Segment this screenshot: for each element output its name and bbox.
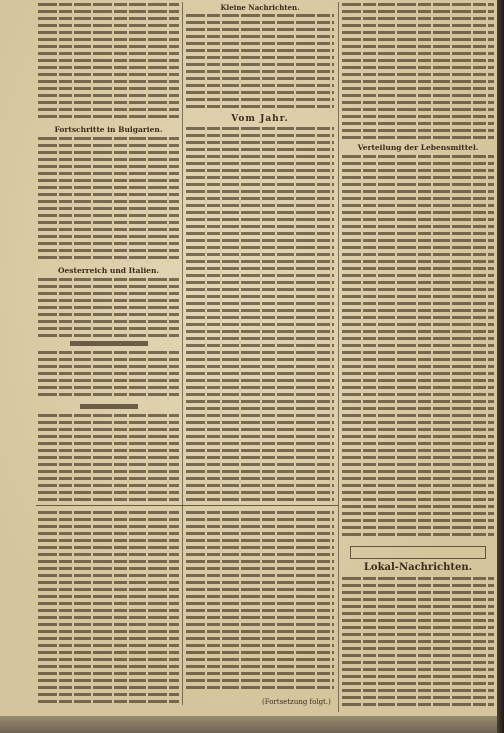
feuilleton-text-lines: [186, 511, 334, 693]
article-text-lines: [38, 137, 179, 263]
column-rule-right: [338, 2, 339, 712]
feuilleton-text-lines: [38, 511, 179, 707]
article-text-lines: [342, 3, 494, 140]
section-heading: Kleine Nachrichten.: [220, 3, 300, 12]
notice-frame: [350, 546, 486, 559]
article-text-lines: [342, 155, 494, 540]
page-bottom-edge: [0, 716, 497, 733]
article-text-lines: [38, 351, 179, 400]
section-heading: Lokal-Nachrichten.: [363, 562, 473, 573]
article-text-lines: [38, 3, 179, 122]
article-text-lines: [38, 278, 179, 337]
article-text-lines: [186, 14, 334, 112]
page-binding-edge: [497, 0, 504, 733]
feuilleton-divider: [36, 505, 338, 506]
article-text-lines: [186, 127, 334, 501]
section-heading-illegible: [70, 341, 148, 346]
continuation-note: (Fortsetzung folgt.): [262, 698, 331, 706]
column-rule-left: [182, 2, 183, 705]
section-heading: Fortschritte in Bulgarien.: [54, 125, 163, 134]
section-heading-illegible: [80, 404, 138, 409]
article-text-lines: [342, 577, 494, 710]
section-heading: Vom Jahr.: [231, 114, 289, 124]
article-text-lines: [38, 414, 179, 501]
section-heading: Verteilung der Lebensmittel.: [357, 143, 479, 152]
section-heading: Oesterreich und Italien.: [57, 266, 160, 275]
